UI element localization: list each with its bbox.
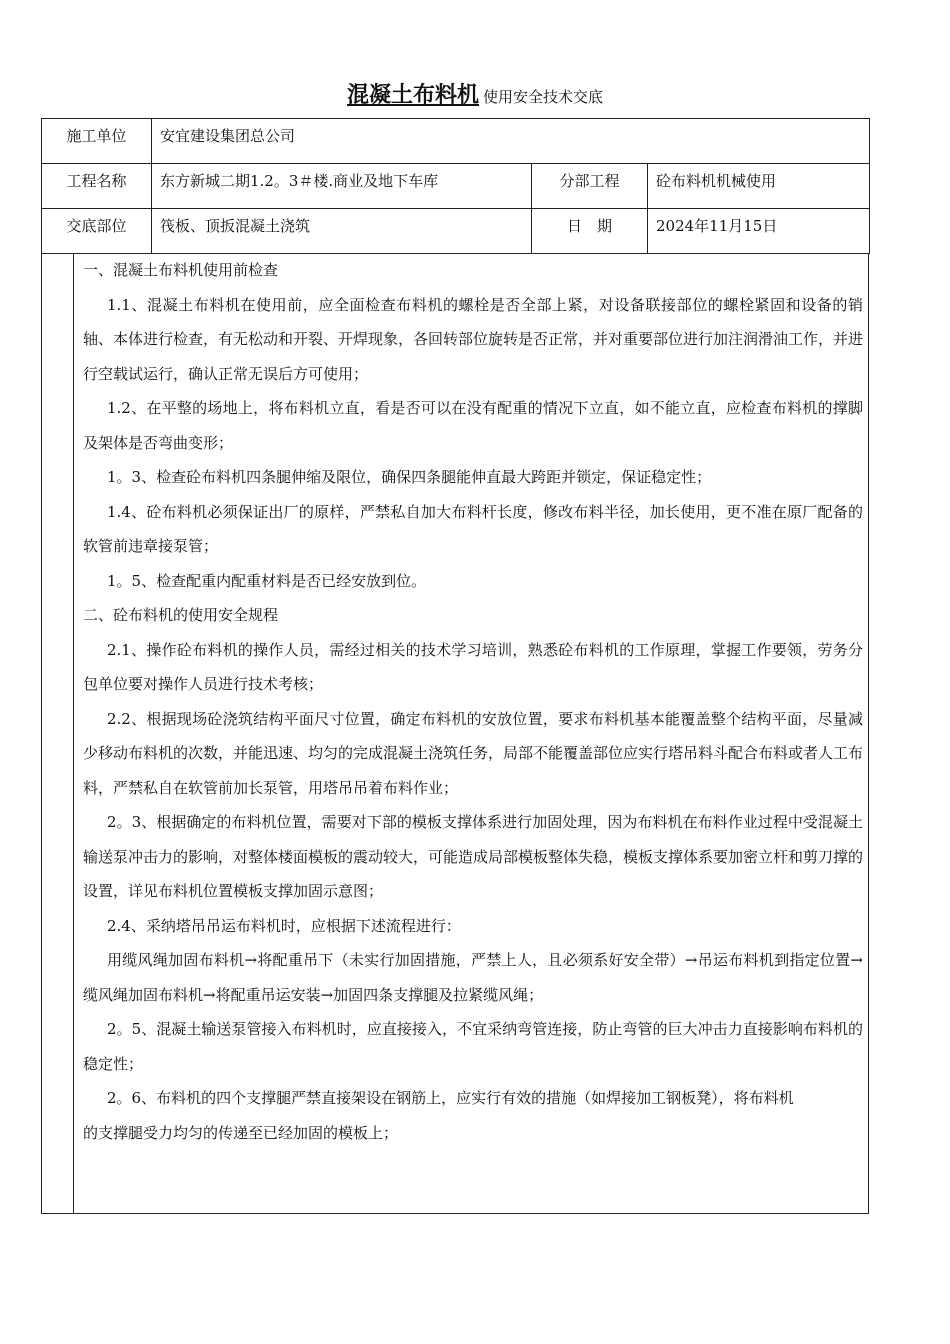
title-main: 混凝土布料机 [346,83,479,108]
paragraph-2-4-flow: 用缆风绳加固布料机→将配重吊下（未实行加固措施，严禁上人，且必须系好安全带）→吊运布料机到指定位置→缆风绳加固布料机→将配重吊运安装→加固四条支撑腿及拉紧缆风绳； [83,951,863,1004]
label-project-name: 工程名称 [42,164,152,209]
content-box [41,253,869,1214]
info-table [41,118,870,254]
label-construction-unit: 施工单位 [42,119,152,164]
label-date: 日 期 [532,209,648,254]
gutter-divider [73,253,74,1213]
label-location: 交底部位 [42,209,152,254]
info-row-construction-unit [42,119,870,164]
paragraph-2-6-cont: 的支撑腿受力均匀的传递至已经加固的模板上； [83,1123,399,1142]
value-location: 筏板、顶扳混凝土浇筑 [152,209,532,254]
value-date: 2024年11月15日 [648,209,870,254]
paragraph-1-4: 1.4、砼布料机必须保证出厂的原样，严禁私自加大布料杆长度，修改布料半径，加长使用，更不准在原厂配备的软管前违章接泵管； [83,502,863,555]
content-text [83,253,863,1150]
paragraph-1-2: 1.2、在平整的场地上，将布料机立直，看是否可以在没有配重的情况下立直，如不能立直，应检查布料机的撑脚及架体是否弯曲变形； [83,399,863,452]
value-project-name: 东方新城二期1.2。3＃楼.商业及地下车库 [152,164,532,209]
paragraph-2-6: 2。6、布料机的四个支撑腿严禁直接架设在钢筋上，应实行有效的措施（如焊接加工钢板凳），将布料机 [107,1089,794,1107]
value-construction-unit: 安宜建设集团总公司 [152,119,870,164]
info-row-project-name [42,164,870,209]
paragraph-2-4: 2.4、采纳塔吊吊运布料机时，应根据下述流程进行： [107,916,461,935]
paragraph-1-3: 1。3、检查砼布料机四条腿伸缩及限位，确保四条腿能伸直最大跨距并锁定，保证稳定性； [107,468,712,486]
paragraph-1-5: 1。5、检查配重内配重材料是否已经安放到位。 [107,571,427,590]
info-row-location [42,209,870,254]
section-2-heading: 二、砼布料机的使用安全规程 [83,606,279,624]
label-sub-project: 分部工程 [532,164,648,209]
value-sub-project: 砼布料机机械使用 [648,164,870,209]
title-sub: 使用安全技术交底 [483,88,604,106]
paragraph-2-1: 2.1、操作砼布料机的操作人员，需经过相关的技术学习培训，熟悉砼布料机的工作原理，掌握工作要领，劳务分包单位要对操作人员进行技术考核； [83,640,863,693]
paragraph-2-5: 2。5、混凝土输送泵管接入布料机时，应直接接入，不宜采纳弯管连接，防止弯管的巨大冲击力直接影响布料机的稳定性； [83,1020,863,1073]
paragraph-2-3: 2。3、根据确定的布料机位置，需要对下部的模板支撑体系进行加固处理，因为布料机在布料作业过程中受混凝土输送泵冲击力的影响，对整体楼面模板的震动较大，可能造成局部模板整体失稳，模板支撑体系要加密立杆和剪刀撑的设置，详见布料机位置模板支撑加固示意图； [83,813,864,900]
paragraph-1-1: 1.1、混凝土布料机在使用前，应全面检查布料机的螺栓是否全部上紧，对设备联接部位的螺栓紧固和设备的销轴、本体进行检查，有无松动和开裂、开焊现象，各回转部位旋转是否正常，并对重要部位进行加注润滑油工作，并进行空载试运行，确认正常无误后方可使用； [83,295,864,383]
section-1-heading: 一、混凝土布料机使用前检查 [83,261,279,279]
paragraph-2-2: 2.2、根据现场砼浇筑结构平面尺寸位置，确定布料机的安放位置，要求布料机基本能覆盖整个结构平面，尽量减少移动布料机的次数，并能迅速、均匀的完成混凝土浇筑任务，局部不能覆盖部位应实行塔吊料斗配合布料或者人工布料，严禁私自在软管前加长泵管，用塔吊吊着布料作业； [83,709,864,797]
document-title [0,78,950,109]
